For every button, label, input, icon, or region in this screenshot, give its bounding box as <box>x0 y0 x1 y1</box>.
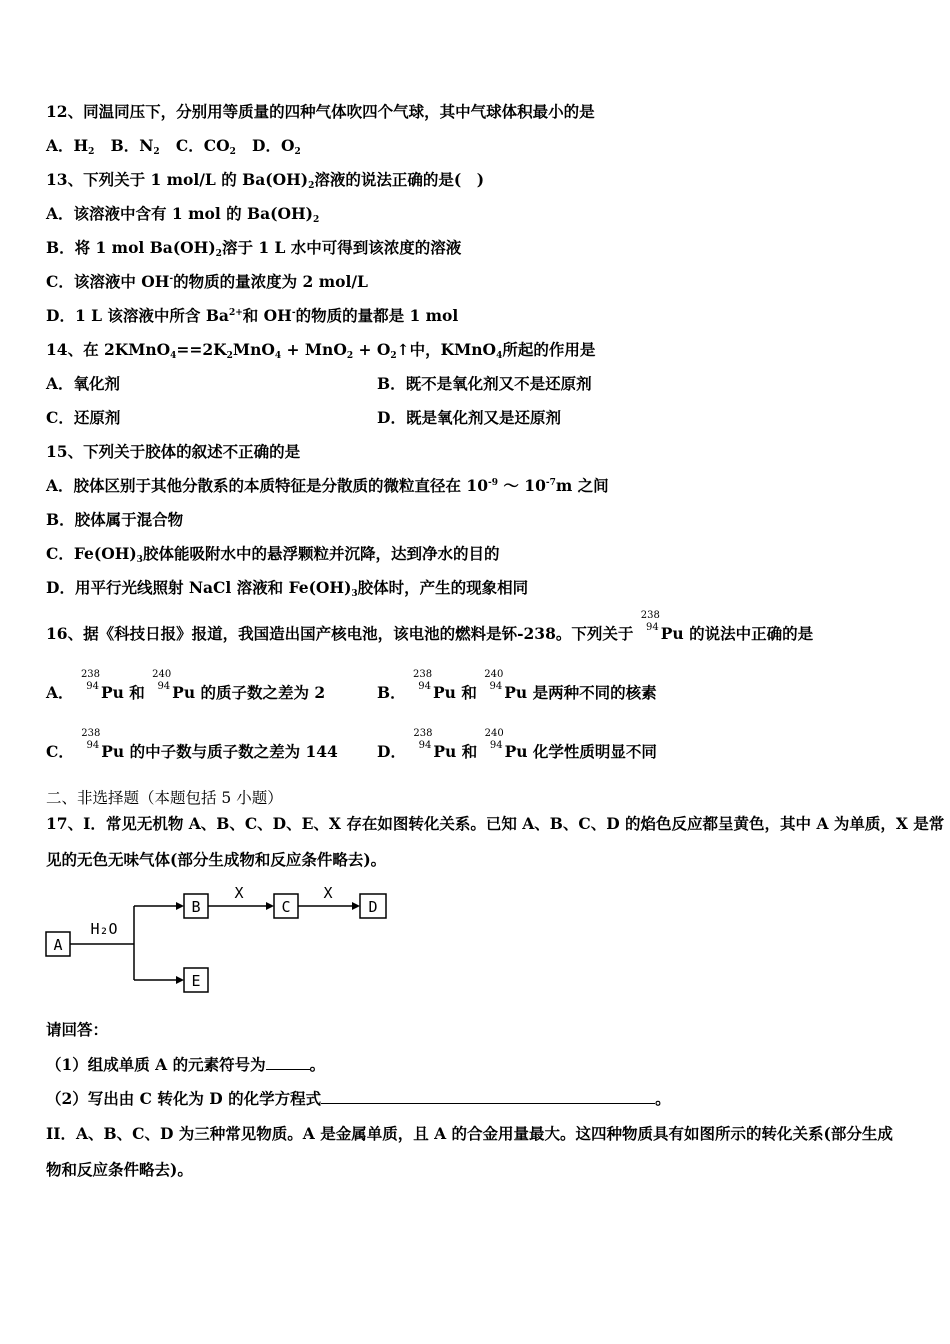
q17-part2-line2: 物和反应条件略去)。 <box>46 1160 193 1179</box>
q12-option-d: D．$O_2$ <box>252 136 301 157</box>
q12-stem: 12、同温同压下，分别用等质量的四种气体吹四个气球，其中气球体积最小的是 <box>46 102 595 121</box>
x-label-1: X <box>234 884 244 902</box>
q17-part1-line2: 见的无色无味气体(部分生成物和反应条件略去)。 <box>46 850 387 869</box>
q13-stem: 13、下列关于 1 mol/L 的 $Ba(OH)_2$溶液的说法正确的是( ) <box>46 170 485 191</box>
q14-option-d: D．既是氧化剂又是还原剂 <box>377 408 561 427</box>
q17-sub2: （2）写出由 C 转化为 D 的化学方程式 。 <box>46 1089 671 1108</box>
q16-option-a: A． 238 94 Pu 和 240 94 Pu 的质子数之差为 2 <box>46 669 326 702</box>
q16-option-d: D． 238 94 Pu 和 240 94 Pu 化学性质明显不同 <box>377 728 657 761</box>
node-b-label: B <box>191 898 201 916</box>
q16-option-b: B． 238 94 Pu 和 240 94 Pu 是两种不同的核素 <box>377 669 657 702</box>
q15-option-c: C．$Fe(OH)_3$胶体能吸附水中的悬浮颗粒并沉降，达到净水的目的 <box>46 544 500 565</box>
answer-blank-2[interactable] <box>321 1088 655 1104</box>
q16-option-c: C． 238 94 Pu 的中子数与质子数之差为 144 <box>46 728 338 761</box>
q12-option-c: C．$CO_2$ <box>175 136 236 157</box>
x-label-2: X <box>323 884 333 902</box>
conversion-diagram <box>44 880 404 998</box>
q15-option-b: B．胶体属于混合物 <box>46 510 184 529</box>
answer-blank-1[interactable] <box>266 1054 310 1070</box>
q14-stem: 14、在 $2KMnO_4==2K_2MnO_4 + MnO_2$ + $O_2↑$中，KMnO$_4$所起的作用是 <box>46 340 596 361</box>
h2o-label: H₂O <box>90 920 118 938</box>
q12-option-a: A．$H_2$ <box>46 136 95 157</box>
node-d-label: D <box>368 898 378 916</box>
q15-option-d: D．用平行光线照射 NaCl 溶液和 $Fe(OH)_3$胶体时，产生的现象相同 <box>46 578 529 599</box>
q16-stem: 16、据《科技日报》报道，我国造出国产核电池，该电池的燃料是钚-238。下列关于 238 94 Pu 的说法中正确的是 <box>46 610 814 643</box>
q14-option-b: B．既不是氧化剂又不是还原剂 <box>377 374 592 393</box>
arrow-to-e <box>176 976 184 984</box>
q13-option-d: D．1 L 该溶液中所含 $Ba^{2+}$和 OH-的物质的量都是 1 mol <box>46 306 459 325</box>
q15-stem: 15、下列关于胶体的叙述不正确的是 <box>46 442 301 461</box>
q14-option-c: C．还原剂 <box>46 408 121 427</box>
q17-part2-line1: II．A、B、C、D 为三种常见物质。A 是金属单质，且 A 的合金用量最大。这四种物质具有如图所示的转化关系(部分生成 <box>46 1124 893 1143</box>
node-a-label: A <box>53 936 63 954</box>
q14-option-a: A．氧化剂 <box>46 374 121 393</box>
q12-option-b: B．$N_2$ <box>110 136 160 157</box>
node-e-label: E <box>191 972 201 990</box>
arrow-to-b <box>176 902 184 910</box>
arrow-to-d <box>352 902 360 910</box>
q13-option-a: A．该溶液中含有 1 mol 的 $Ba(OH)_2$ <box>46 204 320 225</box>
q17-part1-line1: 17、I．常见无机物 A、B、C、D、E、X 存在如图转化关系。已知 A、B、C、D 的焰色反应都呈黄色，其中 A 为单质，X 是常 <box>46 814 945 833</box>
arrow-to-c <box>266 902 274 910</box>
q17-sub1: （1）组成单质 A 的元素符号为 。 <box>46 1055 326 1074</box>
section-heading: 二、非选择题（本题包括 5 小题） <box>46 789 283 807</box>
q17-prompt: 请回答： <box>46 1020 109 1039</box>
nuclide-pu-238: 238 94 <box>640 610 660 633</box>
q13-option-b: B．将 1 mol $Ba(OH)_2$溶于 1 L 水中可得到该浓度的溶液 <box>46 238 462 259</box>
q13-option-c: C．该溶液中 OH-的物质的量浓度为 2 mol/L <box>46 272 368 291</box>
q12-options <box>46 136 301 156</box>
q15-option-a: A．胶体区别于其他分散系的本质特征是分散质的微粒直径在 $10^{-9}$ ～ $10^{-7}m$ 之间 <box>46 476 609 495</box>
node-c-label: C <box>281 898 291 916</box>
